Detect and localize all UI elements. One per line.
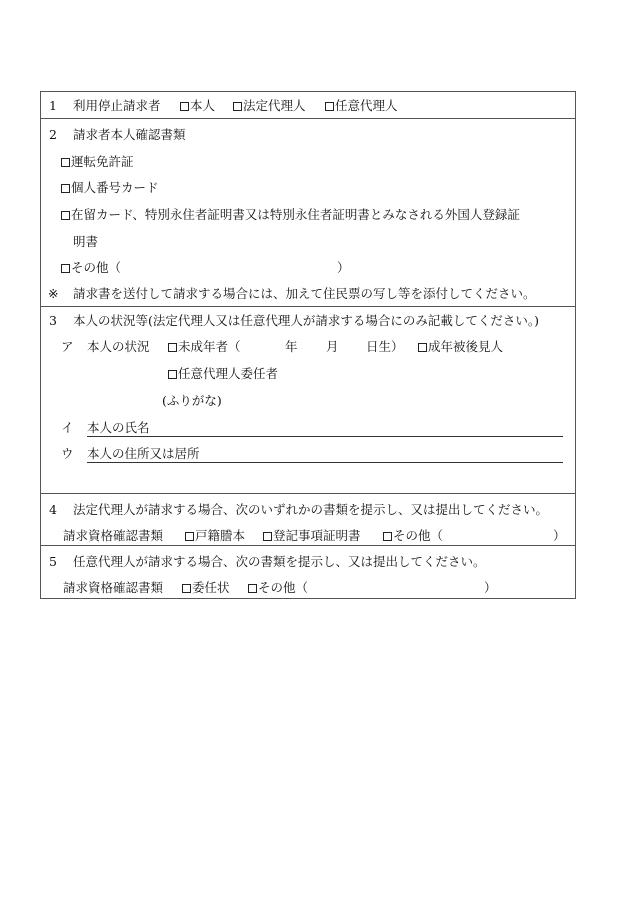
request-form [40,91,576,599]
option-registry-cert[interactable] [263,528,361,544]
address-label: 本人の住所又は居所 [87,446,200,461]
checkbox-drivers-license[interactable] [61,158,70,167]
requester-label: 利用停止請求者 [73,98,161,113]
option-minor[interactable] [168,339,241,355]
checkbox-my-number-card[interactable] [61,184,70,193]
furigana-label: (ふりがな) [162,393,222,408]
birth-month-label: 月 [326,339,339,354]
s5-other-label: その他（ [258,580,309,595]
checkbox-power-of-attorney[interactable] [182,584,191,593]
section-5 [41,546,575,598]
s5-other-close: ） [484,580,497,595]
option-self-label: 本人 [190,98,216,113]
checkbox-minor[interactable] [168,343,177,352]
item-a-mark: ア [61,339,74,354]
checkbox-id-other[interactable] [61,264,70,273]
note-mark: ※ [48,286,59,301]
drivers-license-label: 運転免許証 [71,154,134,169]
s4-other-close: ） [553,528,566,543]
section-4-text: 法定代理人が請求する場合、次のいずれかの書類を提示し、又は提出してください。 [73,502,549,517]
id-doc-my-number-card[interactable] [61,180,159,196]
checkbox-legal-agent[interactable] [233,102,242,111]
section-5-docs-label: 請求資格確認書類 [63,580,164,595]
checkbox-s4-other[interactable] [383,532,392,541]
section-3-title: 本人の状況等(法定代理人又は任意代理人が請求する場合にのみ記載してください。) [73,313,540,328]
option-self[interactable] [180,98,215,114]
my-number-card-label: 個人番号カード [71,180,159,195]
checkbox-appointer[interactable] [168,370,177,379]
residence-card-label: 在留カード、特別永住者証明書又は特別永住者証明書とみなされる外国人登録証 [71,207,520,222]
section-4-docs-label: 請求資格確認書類 [63,528,164,543]
section-5-text: 任意代理人が請求する場合、次の書類を提示し、又は提出してください。 [73,554,486,569]
option-power-of-attorney[interactable] [182,580,230,596]
section-1 [41,92,575,119]
id-doc-residence-card[interactable] [61,207,520,223]
checkbox-self[interactable] [180,102,189,111]
checkbox-residence-card[interactable] [61,211,70,220]
birth-year-label: 年 [285,339,298,354]
section-2-number: 2 [49,127,57,142]
birth-day-label: 日生） [366,339,404,354]
checkbox-voluntary-agent[interactable] [325,102,334,111]
section-4 [41,494,575,546]
option-s5-other[interactable] [248,580,308,596]
id-doc-drivers-license[interactable] [61,154,134,170]
checkbox-family-register[interactable] [185,532,194,541]
checkbox-s5-other[interactable] [248,584,257,593]
section-4-number: 4 [49,502,57,517]
note-text: 請求書を送付して請求する場合には、加えて住民票の写し等を添付してください。 [73,286,536,301]
power-of-attorney-label: 委任状 [192,580,230,595]
option-legal-agent-label: 法定代理人 [243,98,306,113]
minor-label: 未成年者（ [178,339,241,354]
s4-other-label: その他（ [393,528,444,543]
id-doc-other[interactable] [61,260,121,276]
option-voluntary-agent-label: 任意代理人 [335,98,398,113]
item-u-mark: ウ [61,446,74,461]
option-voluntary-agent[interactable] [325,98,398,114]
residence-card-label-cont: 明書 [73,234,99,249]
section-2 [41,119,575,307]
id-other-close: ） [337,260,350,275]
name-field[interactable] [87,436,563,437]
section-1-number: 1 [49,98,57,113]
item-i-mark: イ [61,420,74,435]
id-other-label: その他（ [71,260,122,275]
registry-cert-label: 登記事項証明書 [273,528,361,543]
status-label: 本人の状況 [87,339,150,354]
option-legal-agent[interactable] [233,98,306,114]
option-adult-ward[interactable] [418,339,503,355]
checkbox-adult-ward[interactable] [418,343,427,352]
option-appointer[interactable] [168,366,278,382]
section-2-title: 請求者本人確認書類 [73,127,186,142]
name-label: 本人の氏名 [87,420,150,435]
option-family-register[interactable] [185,528,245,544]
address-field[interactable] [87,462,563,463]
option-s4-other[interactable] [383,528,443,544]
section-3-number: 3 [49,313,57,328]
appointer-label: 任意代理人委任者 [178,366,279,381]
section-5-number: 5 [49,554,57,569]
checkbox-registry-cert[interactable] [263,532,272,541]
section-3 [41,307,575,494]
adult-ward-label: 成年被後見人 [428,339,504,354]
family-register-label: 戸籍謄本 [195,528,246,543]
